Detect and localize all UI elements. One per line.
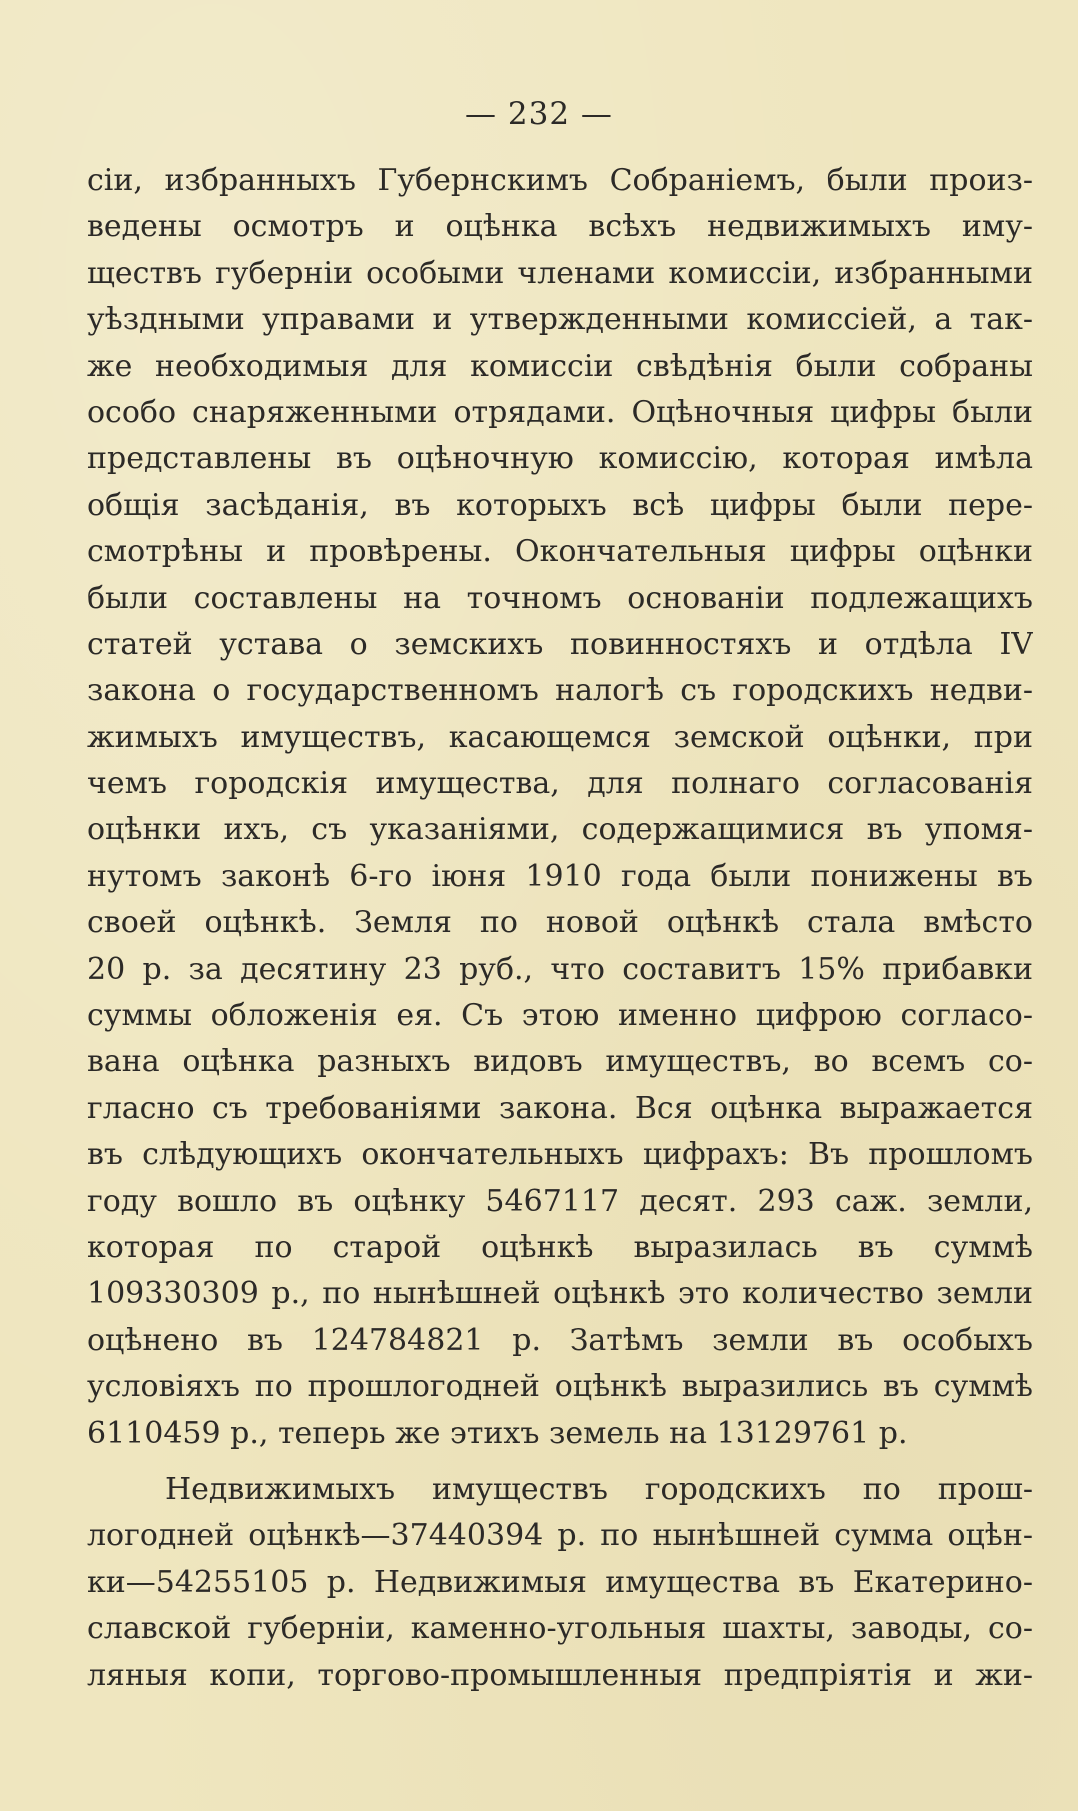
- text-line: были составлены на точномъ основаніи подлежащихъ: [87, 580, 1033, 616]
- paragraph-2: [87, 1467, 1033, 1699]
- text-line: которая по старой оцѣнкѣ выразилась въ суммѣ: [87, 1229, 1033, 1265]
- body-text: [87, 158, 1033, 1699]
- text-line: ляныя копи, торгово-промышленныя предпріятія и жи-: [87, 1657, 1033, 1693]
- text-line: ществъ губерніи особыми членами комиссіи, избранными: [87, 255, 1033, 291]
- text-line: 109330309 р., по нынѣшней оцѣнкѣ это количество земли: [87, 1276, 1033, 1312]
- text-line: представлены въ оцѣночную комиссію, которая имѣла: [87, 441, 1033, 477]
- text-line: въ слѣдующихъ окончательныхъ цифрахъ: Въ прошломъ: [87, 1137, 1033, 1173]
- text-line: оцѣнки ихъ, съ указаніями, содержащимися въ упомя-: [87, 812, 1033, 848]
- text-line: же необходимыя для комиссіи свѣдѣнія были собраны: [87, 348, 1033, 384]
- page-number: — 232 —: [465, 96, 613, 132]
- paragraph-1: [87, 158, 1033, 1457]
- text-line: 6110459 р., теперь же этихъ земель на 13129761 р.: [87, 1415, 908, 1451]
- text-line: закона о государственномъ налогѣ съ городскихъ недви-: [87, 673, 1033, 709]
- text-line: своей оцѣнкѣ. Земля по новой оцѣнкѣ стала вмѣсто: [87, 905, 1033, 941]
- text-line: чемъ городскія имущества, для полнаго согласованія: [87, 766, 1033, 802]
- text-line: году вошло въ оцѣнку 5467117 десят. 293 саж. земли,: [87, 1183, 1033, 1219]
- paragraph-gap: [87, 1457, 1033, 1467]
- text-line: ведены осмотръ и оцѣнка всѣхъ недвижимыхъ иму-: [87, 209, 1033, 245]
- text-line: особо снаряженными отрядами. Оцѣночныя цифры были: [87, 394, 1033, 430]
- text-line: вана оцѣнка разныхъ видовъ имуществъ, во всемъ со-: [87, 1044, 1033, 1080]
- text-line: статей устава о земскихъ повинностяхъ и отдѣла IV: [87, 626, 1033, 662]
- text-line: уѣздными управами и утвержденными комиссіей, а так-: [87, 302, 1033, 338]
- text-line: ки—54255105 р. Недвижимыя имущества въ Екатерино-: [87, 1564, 1033, 1600]
- text-line: оцѣнено въ 124784821 р. Затѣмъ земли въ особыхъ: [87, 1322, 1033, 1358]
- text-line: нутомъ законѣ 6-го іюня 1910 года были понижены въ: [87, 858, 1033, 894]
- text-line: суммы обложенія ея. Съ этою именно цифрою согласо-: [87, 998, 1033, 1034]
- text-line: сіи, избранныхъ Губернскимъ Собраніемъ, были произ-: [87, 163, 1033, 198]
- text-line: 20 р. за десятину 23 руб., что составитъ 15% прибавки: [87, 951, 1033, 987]
- text-line: условіяхъ по прошлогодней оцѣнкѣ выразились въ суммѣ: [87, 1369, 1033, 1405]
- text-line: смотрѣны и провѣрены. Окончательныя цифры оцѣнки: [87, 534, 1033, 570]
- text-line: общія засѣданія, въ которыхъ всѣ цифры были пере-: [87, 487, 1033, 523]
- text-line: Недвижимыхъ имуществъ городскихъ по прош-: [165, 1471, 1033, 1507]
- text-line: славской губерніи, каменно-угольныя шахты, заводы, со-: [87, 1611, 1033, 1647]
- text-line: гласно съ требованіями закона. Вся оцѣнка выражается: [87, 1090, 1033, 1126]
- text-line: жимыхъ имуществъ, касающемся земской оцѣнки, при: [87, 719, 1033, 755]
- text-line: логодней оцѣнкѣ—37440394 р. по нынѣшней сумма оцѣн-: [87, 1518, 1033, 1554]
